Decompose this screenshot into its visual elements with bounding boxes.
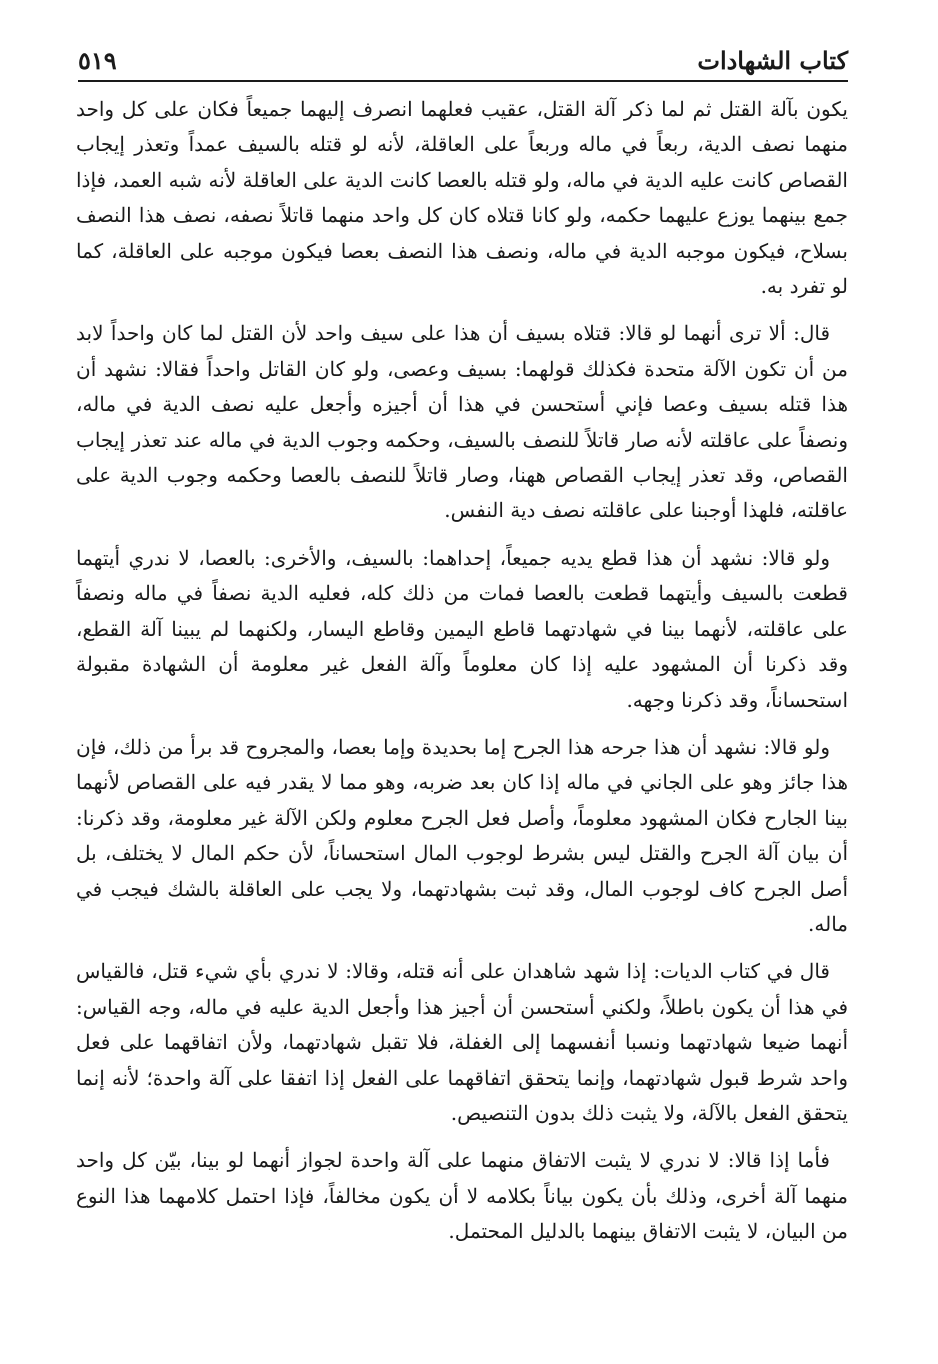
- page-header: [78, 40, 848, 82]
- paragraph: ولو قالا: نشهد أن هذا قطع يديه جميعاً، إحداهما: بالسيف، والأخرى: بالعصا، لا ندري أيتهما قطعت بالسيف وأيتهما قطعت بالعصا فمات من ذلك كله، فعليه الدية نصفاً في ماله ونصفاً على عاقلته، لأنهما بينا في شهادتهما قاطع اليمين وقاطع اليسار، ولكنهما لم يبينا آلة القطع، وقد ذكرنا أن المشهود عليه إذا كان معلوماً وآلة الفعل غير معلومة أن الشهادة مقبولة استحساناً، وقد ذكرنا وجهه.: [76, 545, 848, 712]
- paragraph: يكون بآلة القتل ثم لما ذكر آلة القتل، عقيب فعلهما انصرف إليهما جميعاً فكان على كل واحد منهما نصف الدية، ربعاً في ماله وربعاً على العاقلة، لأنه لو قتله بالسيف عمداً وتعذر إيجاب القصاص كانت عليه الدية في ماله، ولو قتله بالعصا كانت الدية على العاقلة لأنه شبه العمد، فإذا جمع بينهما يوزع عليهما حكمه، ولو كانا قتلاه كان كل واحد منهما قاتلاً نصفه، نصف هذا النصف بسلاح، فيكون موجبه الدية في ماله، ونصف هذا النصف بعصا فيكون موجبه على العاقلة، كما لو تفرد به.: [76, 97, 848, 299]
- body-text: [76, 92, 848, 1336]
- paragraph: ولو قالا: نشهد أن هذا جرحه هذا الجرح إما بحديدة وإما بعصا، والمجروح قد برأ من ذلك، فإن هذا جائز وهو على الجاني في ماله إذا كان بعد ضربه، وهو مما لا يقدر فيه على القصاص لأنهما بينا الجارح فكان المشهود معلوماً، وأصل فعل الجرح معلوم ولكن الآلة غير معلومة، وقد ذكرنا: أن بيان آلة الجرح والقتل ليس بشرط لوجوب المال استحساناً، لأن حكم المال لا يختلف، بل أصل الجرح كاف لوجوب المال، وقد ثبت بشهادتهما، ولا يجب على العاقلة بالشك فيجب في ماله.: [76, 734, 848, 936]
- paragraph: قال: ألا ترى أنهما لو قالا: قتلاه بسيف أن هذا على سيف واحد لأن القتل لما كان واحداً لابد من أن تكون الآلة متحدة فكذلك قولهما: بسيف وعصى، ولو كان القاتل واحداً فقالا: نشهد أن هذا قتله بسيف وعصا فإني أستحسن في هذا أن أجيزه وأجعل عليه نصف الدية في ماله، ونصفاً على عاقلته لأنه صار قاتلاً للنصف بالسيف، وحكمه وجوب الدية في ماله عند تعذر إيجاب القصاص، وقد تعذر إيجاب القصاص ههنا، وصار قاتلاً للنصف بالعصا وحكمه وجوب الدية على عاقلته، فلهذا أوجبنا على عاقلته نصف دية النفس.: [76, 321, 848, 523]
- paragraph: قال في كتاب الديات: إذا شهد شاهدان على أنه قتله، وقالا: لا ندري بأي شيء قتل، فالقياس في هذا أن يكون باطلاً، ولكني أستحسن أن أجيز هذا وأجعل الدية عليه في ماله، وجه القياس: أنهما ضيعا شهادتهما ونسبا أنفسهما إلى الغفلة، فلا تقبل شهادتهما، ولأن اتفاقهما على فعل واحد شرط قبول شهادتهما، وإنما يتحقق اتفاقهما على الفعل إذا اتفقا على آلة واحدة؛ لأنه إنما يتحقق الفعل بالآلة، ولا يثبت ذلك بدون التنصيص.: [76, 959, 848, 1125]
- page-number: ٥١٩: [78, 45, 117, 75]
- paragraph: فأما إذا قالا: لا ندري لا يثبت الاتفاق منهما على آلة واحدة لجواز أنهما لو بينا، بيّن كل واحد منهما آلة أخرى، وذلك بأن يكون بياناً بكلامه لا أن يكون مخالفاً، فإذا احتمل كلامهما هذا النوع من البيان، لا يثبت الاتفاق بينهما بالدليل المحتمل.: [76, 1148, 848, 1244]
- chapter-title: كتاب الشهادات: [697, 45, 848, 75]
